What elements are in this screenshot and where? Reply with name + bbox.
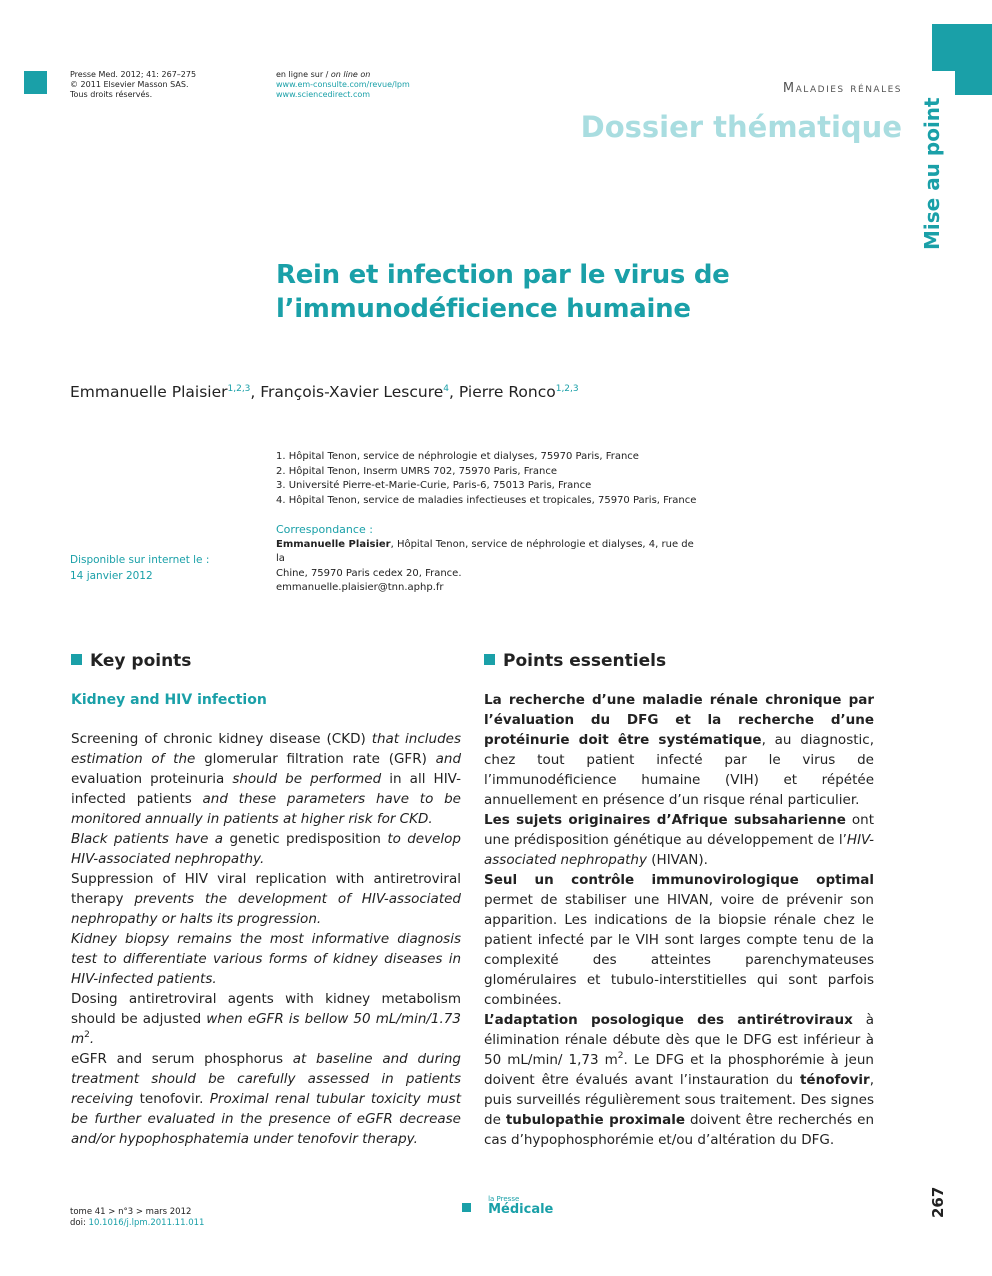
correspondence-address-1: Emmanuelle Plaisier, Hôpital Tenon, service de néphrologie et dialyses, 4, rue de la [276,538,694,564]
doi-line: doi: 10.1016/j.lpm.2011.11.011 [70,1218,205,1228]
online-info [276,70,410,100]
issue-info: tome 41 > n°3 > mars 2012 [70,1207,192,1217]
logo-top: la Presse [488,1195,520,1203]
key-point-paragraph: eGFR and serum phosphorus at baseline and during treatment should be carefully assessed in patients receiving tenofovir. Proximal renal tubular toxicity must be further evaluated in the presence of eGFR decrease and/or hypophosphatemia under tenofovir therapy. [71,1051,462,1147]
title-line-2: l’immunodéficience humaine [276,294,691,324]
points-essentiels-heading [484,651,666,671]
available-date: 14 janvier 2012 [70,570,153,582]
key-point-paragraph: Dosing antiretroviral agents with kidney metabolism should be adjusted when eGFR is bellow 50 mL/min/1.73 $m^2$. [71,991,461,1047]
correspondence [276,523,696,596]
points-essentiels-body [484,690,874,1150]
logo-square [462,1203,471,1212]
author-affiliation-ref[interactable]: 1,2,3 [555,384,579,394]
point-paragraph: Les sujets originaires d’Afrique subsaharienne ont une prédisposition génétique au développement de l’HIV-associated nephropathy (HIVAN). [484,812,874,868]
doi-link[interactable]: 10.1016/j.lpm.2011.11.011 [88,1218,205,1228]
key-point-paragraph: Black patients have a genetic predisposition to develop HIV-associated nephropathy. [71,831,461,867]
point-paragraph: L’adaptation posologique des antirétroviraux à élimination rénale débute dès que le DFG est inférieur à 50 mL/min/ 1,73 $m^2$. Le DFG et la phosphorémie à jeun doivent être évalués avant l’instauration du ténofovir, puis surveillés régulièrement sous traitement. Des signes de tubulopathie proximale doivent être recherchés en cas d’hypophosphorémie et/ou d’altération du DFG. [484,1012,875,1148]
key-points-body [71,729,461,1149]
key-point-paragraph: Suppression of HIV viral replication with antiretroviral therapy prevents the development of HIV-associated nephropathy or halts its progression. [71,871,461,927]
title-line-1: Rein et infection par le virus de [276,260,730,290]
key-points-title: Key points [90,651,192,671]
points-essentiels-title: Points essentiels [503,651,667,671]
affiliations [276,450,696,508]
available-label: Disponible sur internet le : [70,554,210,566]
logo-text [488,1195,553,1217]
journal-info [70,70,196,100]
author-name: François-Xavier Lescure [260,383,444,401]
key-point-paragraph: Kidney biopsy remains the most informative diagnosis test to differentiate various forms of kidney diseases in HIV-infected patients. [71,931,461,987]
url-emconsulte[interactable]: www.em-consulte.com/revue/lpm [276,80,410,89]
journal-logo [462,1195,553,1217]
heading-square [71,654,82,665]
author-affiliation-ref[interactable]: 1,2,3 [227,384,251,394]
key-point-paragraph: Screening of chronic kidney disease (CKD) that includes estimation of the glomerular filtration rate (GFR) and evaluation proteinuria should be performed in all HIV-infected patients and these parameters have to be monitored annually in patients at higher risk for CKD. [71,731,462,827]
correspondence-address-2: Chine, 75970 Paris cedex 20, France. [276,567,462,579]
authors: Emmanuelle Plaisier$^{1,2,3}$, François-Xavier Lescure$^4$, Pierre Ronco$^{1,2,3}$ [70,383,579,401]
corner-square [24,71,47,94]
section-label: Maladies rénales [782,81,902,96]
affiliation-item: 3. Université Pierre-et-Marie-Curie, Paris-6, 75013 Paris, France [276,480,592,491]
author-affiliation-ref[interactable]: 4 [443,384,450,394]
correspondence-email[interactable]: emmanuelle.plaisier@tnn.aphp.fr [276,582,444,593]
footer-info [70,1207,204,1229]
correspondence-label: Correspondance : [276,523,373,536]
availability [70,552,209,584]
affiliation-item: 4. Hôpital Tenon, service de maladies infectieuses et tropicales, 75970 Paris, France [276,494,697,506]
online-label: en ligne sur / on line on [276,70,371,79]
point-paragraph: Seul un contrôle immunovirologique optimal permet de stabiliser une HIVAN, voire de prévenir son apparition. Les indications de la biopsie rénale chez le patient infecté par le VIH sont larges compte tenu de la complexité des atteintes parenchymateuses glomérulaires et tubulo-interstitielles qui sont parfois combinées. [484,872,874,1008]
journal-ref: Presse Med. 2012; 41: 267–275 [70,70,197,79]
page-number-wrap [928,1178,952,1218]
heading-square [484,654,495,665]
url-sciencedirect[interactable]: www.sciencedirect.com [276,90,371,99]
key-points-subheading: Kidney and HIV infection [71,692,267,708]
author-name: Emmanuelle Plaisier [70,383,228,401]
dossier-label: Dossier thématique [580,110,902,144]
author-name: Pierre Ronco [458,383,556,401]
copyright: © 2011 Elsevier Masson SAS. [70,80,189,89]
logo-main: Médicale [488,1202,554,1217]
point-paragraph: La recherche d’une maladie rénale chronique par l’évaluation du DFG et la recherche d’une protéinurie doit être systématique, au diagnostic, chez tout patient infecté par le virus de l’immunodéficience humaine (VIH) et répétée annuellement en présence d’un risque rénal particulier. [484,692,874,808]
affiliation-item: 2. Hôpital Tenon, Inserm UMRS 702, 75970 Paris, France [276,465,557,477]
side-tab-label: Mise au point [920,97,944,250]
key-points-heading [71,651,191,671]
affiliation-item: 1. Hôpital Tenon, service de néphrologie et dialyses, 75970 Paris, France [276,451,639,462]
rights: Tous droits réservés. [70,90,153,99]
article-title [276,258,729,326]
side-tab [920,70,948,250]
page-number: 267 [929,1186,947,1218]
